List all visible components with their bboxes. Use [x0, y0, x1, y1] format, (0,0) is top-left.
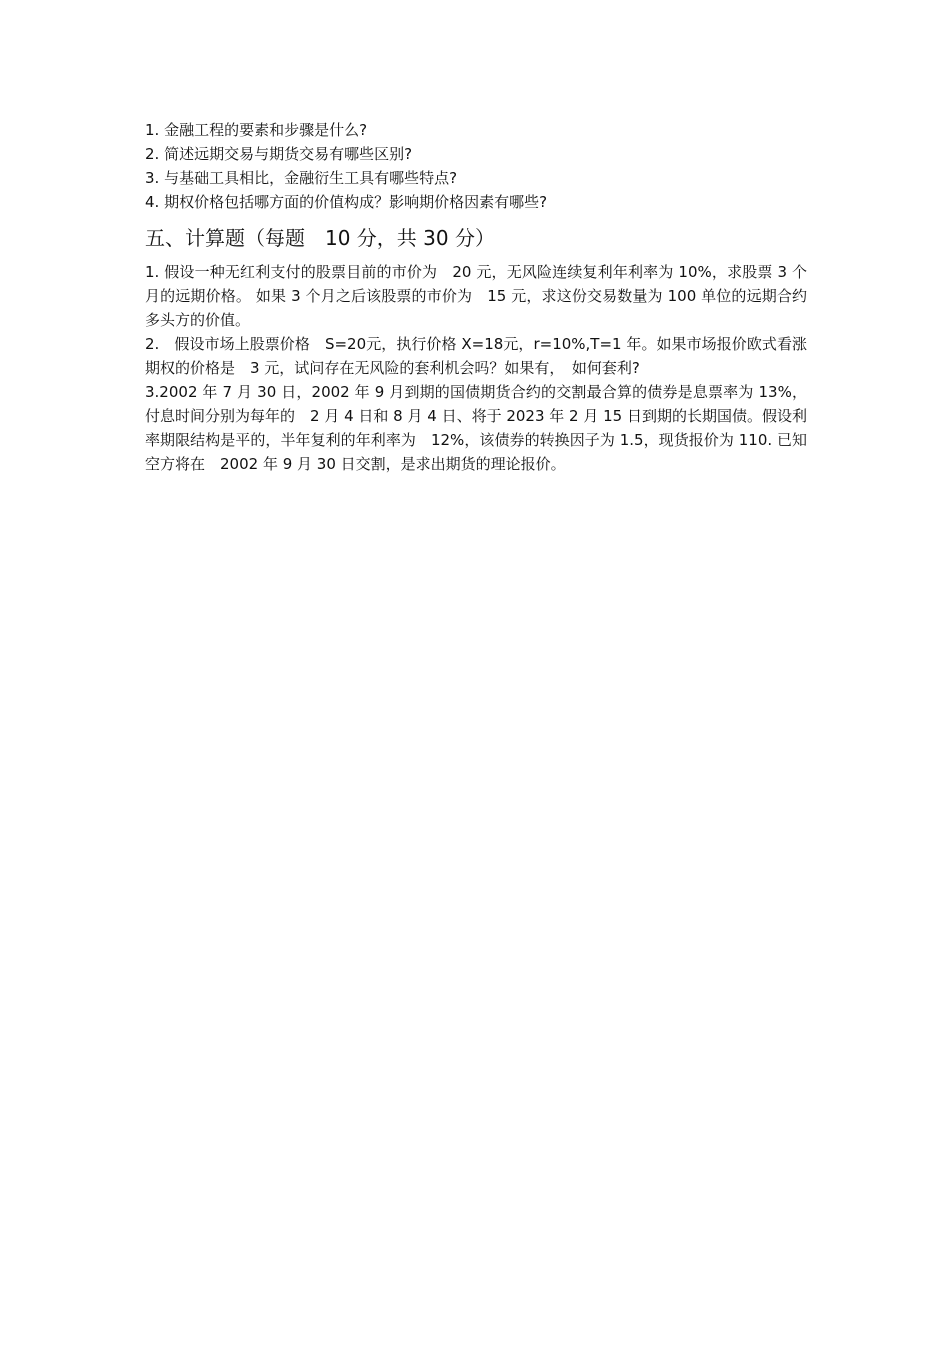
- short-answer-questions: [145, 118, 807, 214]
- document-page: [145, 118, 807, 476]
- calculation-problem-2: 2. 假设市场上股票价格 S=20元，执行价格 X=18元，r=10%,T=1 年。如果市场报价欧式看涨期权的价格是 3 元，试问存在无风险的套利机会吗？如果有， 如何套利?: [145, 335, 807, 377]
- question-item: 2. 简述远期交易与期货交易有哪些区别?: [145, 145, 413, 163]
- calculation-problem-1: 1. 假设一种无红利支付的股票目前的市价为 20 元，无风险连续复利年利率为 10%，求股票 3 个月的远期价格。 如果 3 个月之后该股票的市价为 15 元，求这份交易数量为 100 单位的远期合约多头方的价值。: [145, 263, 807, 329]
- question-item: 1. 金融工程的要素和步骤是什么?: [145, 121, 368, 139]
- calculation-problem-3: 3.2002 年 7 月 30 日，2002 年 9 月到期的国债期货合约的交割最合算的债券是息票率为 13%，付息时间分别为每年的 2 月 4 日和 8 月 4 日、将于 2023 年 2 月 15 日到期的长期国债。假设利率期限结构是平的，半年复利的年利率为 12%，该债券的转换因子为 1.5，现货报价为 110. 已知空方将在 2002 年 9 月 30 日交割，是求出期货的理论报价。: [145, 383, 807, 473]
- question-item: 3. 与基础工具相比，金融衍生工具有哪些特点?: [145, 169, 458, 187]
- section-title: 五、计算题（每题 10 分，共 30 分）: [145, 226, 495, 250]
- question-item: 4. 期权价格包括哪方面的价值构成？影响期价格因素有哪些?: [145, 193, 548, 211]
